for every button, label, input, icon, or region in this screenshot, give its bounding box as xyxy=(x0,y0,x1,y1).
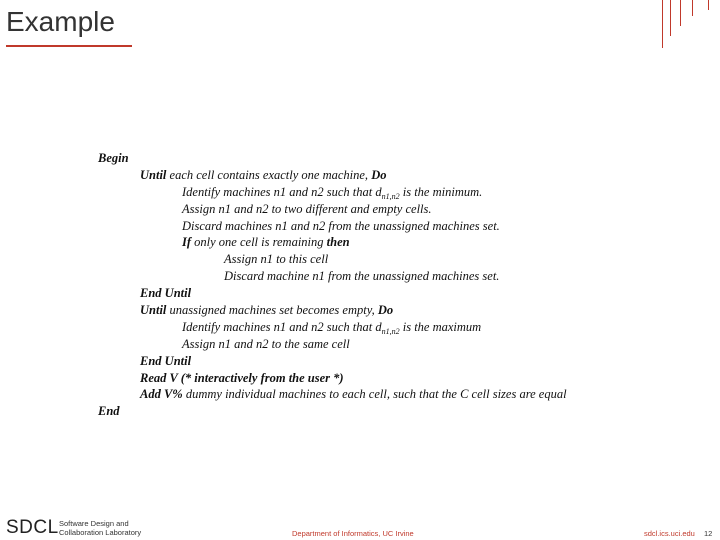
algorithm-line xyxy=(98,251,567,268)
corner-decoration xyxy=(660,0,720,50)
line-text: Identify machines n1 and n2 such that d xyxy=(182,184,382,199)
algorithm-line xyxy=(98,403,567,420)
algorithm-line xyxy=(98,150,567,167)
algorithm-line xyxy=(98,167,567,184)
line-text: dummy individual machines to each cell, such that the C cell sizes are equal xyxy=(182,387,567,402)
footer xyxy=(0,514,720,540)
algorithm-line xyxy=(98,370,567,387)
line-text: Assign n1 and n2 to two different and empty cells. xyxy=(182,201,432,216)
algorithm-pseudocode xyxy=(98,150,567,420)
keyword: Do xyxy=(377,303,394,318)
keyword: Until xyxy=(140,303,167,318)
page-number: 12 xyxy=(704,529,713,538)
line-text: Assign n1 and n2 to the same cell xyxy=(182,336,350,351)
algorithm-line xyxy=(98,302,567,319)
line-text: unassigned machines set becomes empty, xyxy=(166,303,378,318)
line-text: only one cell is remaining xyxy=(191,235,327,250)
slide-title: Example xyxy=(6,6,115,37)
algorithm-line xyxy=(98,336,567,353)
algorithm-line xyxy=(98,268,567,285)
line-text: Discard machine n1 from the unassigned machines set. xyxy=(224,269,500,284)
algorithm-line xyxy=(98,218,567,235)
algorithm-line xyxy=(98,184,567,201)
lab-name-line2: Collaboration Laboratory xyxy=(59,528,142,537)
department-label: Department of Informatics, UC Irvine xyxy=(292,529,414,538)
line-text: Identify machines n1 and n2 such that d xyxy=(182,319,382,334)
algorithm-line xyxy=(98,319,567,336)
keyword: End Until xyxy=(140,353,192,368)
line-text: Assign n1 to this cell xyxy=(224,252,329,267)
keyword: Read V (* interactively from the user *) xyxy=(140,370,344,385)
algorithm-line xyxy=(98,353,567,370)
keyword: End Until xyxy=(140,286,192,301)
keyword: then xyxy=(326,235,350,250)
lab-name-line1: Software Design and xyxy=(59,519,129,528)
keyword: Until xyxy=(140,167,167,182)
line-text: each cell contains exactly one machine, xyxy=(166,167,372,182)
sdcl-logo: SDCL xyxy=(6,517,59,538)
algorithm-line xyxy=(98,285,567,302)
line-text: Discard machines n1 and n2 from the unassigned machines set. xyxy=(182,218,500,233)
title-underline xyxy=(6,45,132,47)
line-text: n1,n2 xyxy=(381,191,400,201)
lab-name xyxy=(59,519,141,537)
keyword: End xyxy=(98,404,120,419)
line-text: n1,n2 xyxy=(381,326,400,336)
line-text: is the minimum. xyxy=(399,184,483,199)
line-text: is the maximum xyxy=(399,319,482,334)
algorithm-line xyxy=(98,234,567,251)
keyword: Do xyxy=(371,167,387,182)
algorithm-line xyxy=(98,386,567,403)
keyword: If xyxy=(182,235,192,250)
algorithm-line xyxy=(98,201,567,218)
keyword: Add V% xyxy=(140,387,183,402)
keyword: Begin xyxy=(98,151,129,165)
website-link[interactable]: sdcl.ics.uci.edu xyxy=(644,529,695,538)
